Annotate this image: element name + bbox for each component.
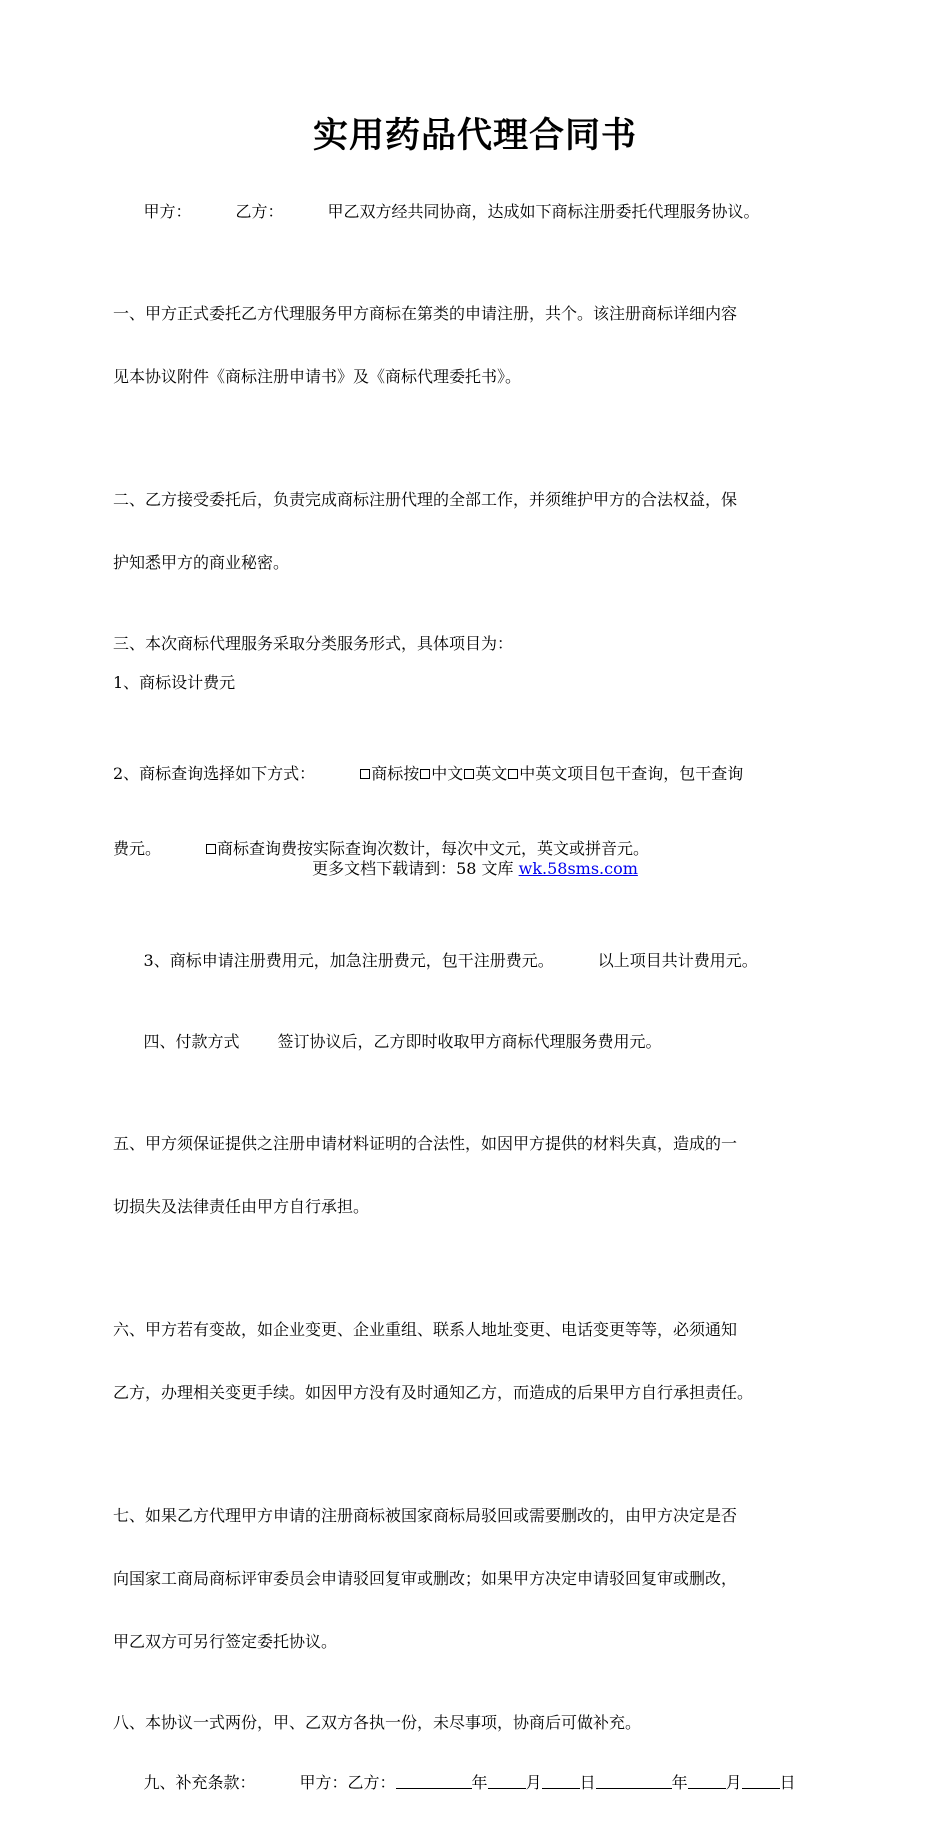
clause-9 bbox=[113, 1751, 848, 1814]
blank-year-a bbox=[396, 1773, 472, 1789]
day-label-a: 日 bbox=[579, 1773, 596, 1792]
clause-2-line-1: 二、乙方接受委托后，负责完成商标注册代理的全部工作，并须维护甲方的合法权益，保 bbox=[113, 490, 738, 509]
item-2-option-a: 商标按 bbox=[371, 764, 420, 783]
party-a-label: 甲方： bbox=[143, 202, 192, 221]
footer-download-note bbox=[0, 858, 950, 880]
item-2-lead: 2、商标查询选择如下方式： bbox=[113, 764, 316, 783]
checkbox-icon bbox=[206, 844, 216, 854]
checkbox-icon bbox=[420, 769, 430, 779]
intro-text: 甲乙双方经共同协商，达成如下商标注册委托代理服务协议。 bbox=[327, 202, 760, 221]
checkbox-icon bbox=[360, 769, 370, 779]
item-2-english: 英文 bbox=[475, 764, 508, 783]
blank-year-b bbox=[596, 1773, 672, 1789]
clause-5-line-1: 五、甲方须保证提供之注册申请材料证明的合法性，如因甲方提供的材料失真，造成的一 bbox=[113, 1134, 738, 1153]
item-3-fees: 3、商标申请注册费用元，加急注册费元，包干注册费元。 bbox=[143, 951, 554, 970]
footer-link[interactable]: wk.58sms.com bbox=[518, 859, 638, 878]
clause-9-lead: 九、补充条款： bbox=[143, 1773, 256, 1792]
month-label-b: 月 bbox=[725, 1773, 742, 1792]
year-label-a: 年 bbox=[471, 1773, 488, 1792]
signature-parties: 甲方：乙方： bbox=[299, 1773, 396, 1792]
clause-1-line-1: 一、甲方正式委托乙方代理服务甲方商标在第类的申请注册，共个。该注册商标详细内容 bbox=[113, 304, 738, 323]
clause-6-line-2: 乙方，办理相关变更手续。如因甲方没有及时通知乙方，而造成的后果甲方自行承担责任。 bbox=[113, 1383, 754, 1402]
footer-text: 更多文档下载请到：58 文库 bbox=[312, 859, 519, 878]
clause-3: 三、本次商标代理服务采取分类服务形式，具体项目为： bbox=[113, 634, 514, 653]
blank-month-b bbox=[688, 1773, 726, 1789]
clause-7-line-2: 向国家工商局商标评审委员会申请驳回复审或删改；如果甲方决定申请驳回复审或删改， bbox=[113, 1569, 738, 1588]
clause-4-lead: 四、付款方式 bbox=[143, 1032, 240, 1051]
year-label-b: 年 bbox=[671, 1773, 688, 1792]
blank-day-a bbox=[542, 1773, 580, 1789]
clause-4 bbox=[113, 1010, 848, 1073]
item-2-option-b: 商标查询费按实际查询次数计，每次中文元，英文或拼音元。 bbox=[217, 839, 650, 858]
item-2-chinese: 中文 bbox=[431, 764, 464, 783]
item-2-chinese-english: 中英文项目包干查询，包干查询 bbox=[519, 764, 744, 783]
clause-4-text: 签订协议后，乙方即时收取甲方商标代理服务费用元。 bbox=[277, 1032, 662, 1051]
clause-7 bbox=[113, 1463, 848, 1694]
clause-2 bbox=[113, 447, 848, 615]
clause-7-line-1: 七、如果乙方代理甲方申请的注册商标被国家商标局驳回或需要删改的，由甲方决定是否 bbox=[113, 1506, 738, 1525]
item-3 bbox=[113, 929, 848, 992]
month-label-a: 月 bbox=[525, 1773, 542, 1792]
clause-1-line-2: 见本协议附件《商标注册申请书》及《商标代理委托书》。 bbox=[113, 367, 522, 386]
item-1: 1、商标设计费元 bbox=[113, 673, 236, 692]
clause-6-line-1: 六、甲方若有变故，如企业变更、企业重组、联系人地址变更、电话变更等等，必须通知 bbox=[113, 1320, 738, 1339]
clause-2-line-2: 护知悉甲方的商业秘密。 bbox=[113, 553, 290, 572]
party-b-label: 乙方： bbox=[235, 202, 284, 221]
day-label-b: 日 bbox=[779, 1773, 796, 1792]
document-body bbox=[113, 180, 848, 1832]
clause-8: 八、本协议一式两份，甲、乙双方各执一份，未尽事项，协商后可做补充。 bbox=[113, 1713, 642, 1732]
checkbox-icon bbox=[508, 769, 518, 779]
clause-1 bbox=[113, 261, 848, 429]
clause-7-line-3: 甲乙双方可另行签定委托协议。 bbox=[113, 1632, 338, 1651]
clause-6 bbox=[113, 1277, 848, 1445]
item-2-fee: 费元。 bbox=[113, 839, 162, 858]
blank-day-b bbox=[742, 1773, 780, 1789]
item-3-total: 以上项目共计费用元。 bbox=[597, 951, 758, 970]
item-2-line-1 bbox=[113, 761, 848, 786]
clause-5-line-2: 切损失及法律责任由甲方自行承担。 bbox=[113, 1197, 370, 1216]
clause-5 bbox=[113, 1091, 848, 1259]
blank-month-a bbox=[488, 1773, 526, 1789]
intro-paragraph bbox=[113, 180, 848, 243]
item-2 bbox=[113, 711, 848, 911]
document-title: 实用药品代理合同书 bbox=[312, 115, 637, 156]
checkbox-icon bbox=[464, 769, 474, 779]
